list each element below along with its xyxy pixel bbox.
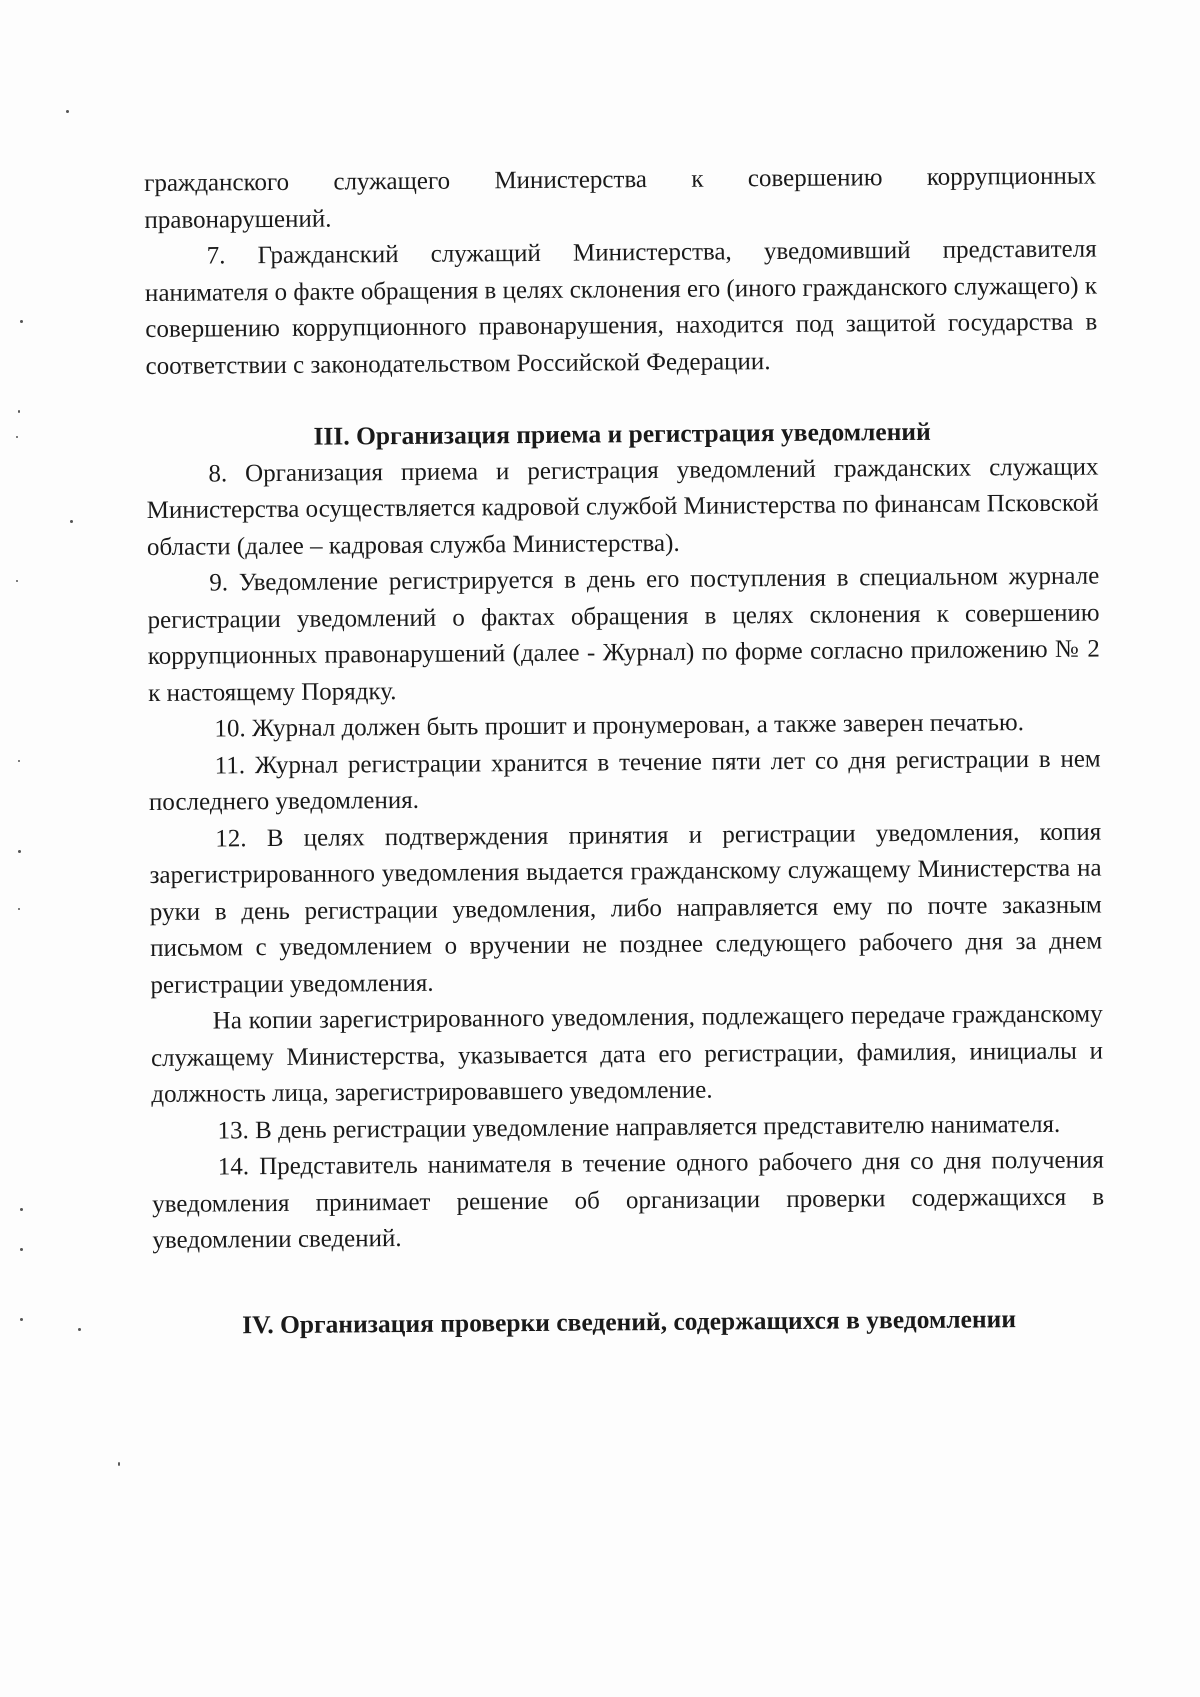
scan-speck <box>20 320 23 323</box>
scan-speck <box>18 908 20 910</box>
paragraph-11: 11. Журнал регистрации хранится в течение пяти лет со дня регистрации в нем последнего уведомления. <box>148 745 1101 816</box>
scan-speck <box>18 850 21 853</box>
paragraph-12: 12. В целях подтверждения принятия и регистрации уведомления, копия зарегистрированного уведомления выдается гражданскому служащему Министерства на руки в день регистрации уведомления, либо направляется ему по почте заказным письмом с уведомлением о вручении не позднее следующего рабочего дня за днем регистрации уведомления. <box>149 818 1103 999</box>
paragraph-7: 7. Гражданский служащий Министерства, уведомивший представителя нанимателя о факте обращения в целях склонения его (иного гражданского служащего) к совершению коррупционного правонарушения, находится под защитой государства в соответствии с законодательством Российской Федерации. <box>144 235 1098 380</box>
paragraph-8: 8. Организация приема и регистрация уведомлений гражданских служащих Министерства осуществляется кадровой службой Министерства по финансам Псковской области (далее – кадровая служба Министерства). <box>146 453 1099 561</box>
scan-speck <box>20 1248 23 1251</box>
scan-speck <box>66 110 69 113</box>
scan-speck <box>20 1208 23 1211</box>
paragraph-12-second: На копии зарегистрированного уведомления, подлежащего передаче гражданскому служащему Министерства, указывается дата его регистрации, фамилия, инициалы и должность лица, зарегистрировавшего уведомление. <box>150 1000 1104 1108</box>
document-body <box>144 159 1105 1344</box>
scan-speck <box>16 580 18 582</box>
scan-speck <box>78 1328 81 1331</box>
paragraph-14: 14. Представитель нанимателя в течение одного рабочего дня со дня получения уведомления принимает решение об организации проверки содержащихся в уведомлении сведений. <box>152 1146 1105 1254</box>
scan-speck <box>118 1462 120 1466</box>
scan-speck <box>16 436 18 438</box>
paragraph-10: 10. Журнал должен быть прошит и пронумерован, а также заверен печатью. <box>214 709 1025 743</box>
paragraph-continuation: гражданского служащего Министерства к совершению коррупционных правонарушений. <box>144 162 1097 234</box>
scan-speck <box>70 520 73 523</box>
scan-speck <box>18 410 20 413</box>
scan-speck <box>18 760 20 762</box>
scan-speck <box>20 1318 23 1321</box>
section-4-heading: IV. Организация проверки сведений, содержащихся в уведомлении <box>242 1303 1017 1339</box>
section-3-heading: III. Организация приема и регистрация уведомлений <box>313 416 931 451</box>
paragraph-13: 13. В день регистрации уведомление направляется представителю нанимателя. <box>217 1110 1061 1144</box>
paragraph-9: 9. Уведомление регистрируется в день его поступления в специальном журнале регистрации уведомлений о фактах обращения в целях склонения к совершению коррупционных правонарушений (далее - Журнал) по форме согласно приложению № 2 к настоящему Порядку. <box>147 562 1100 707</box>
